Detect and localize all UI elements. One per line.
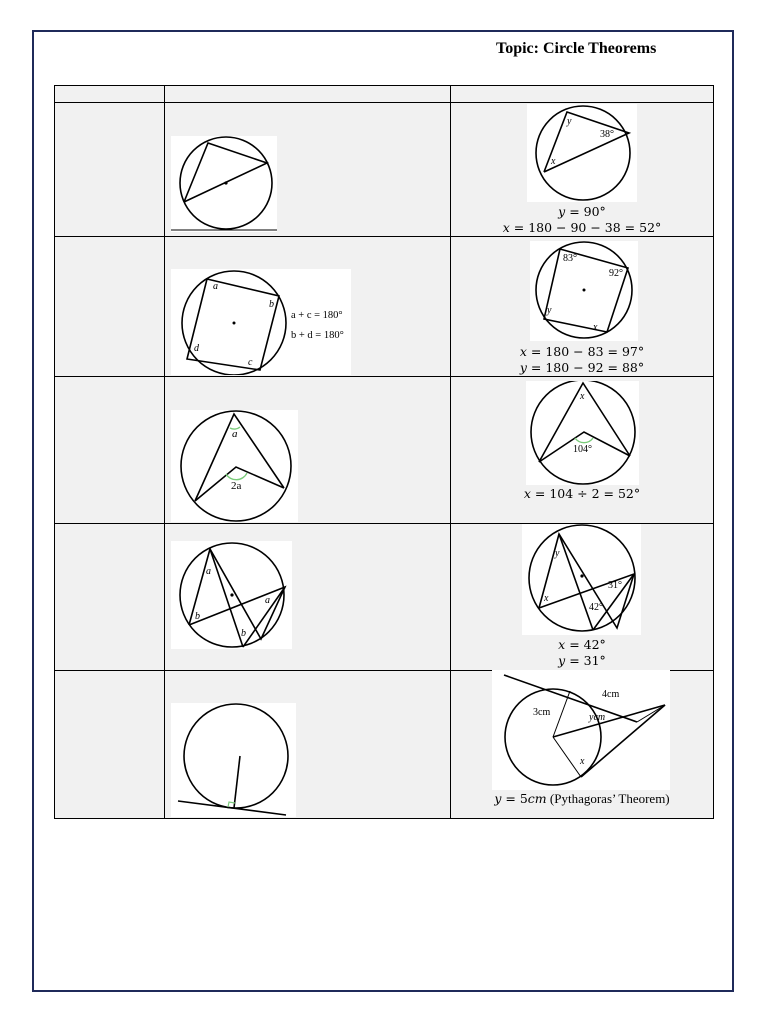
label-3cm: 3cm — [533, 707, 551, 718]
column-divider — [164, 86, 165, 818]
same-segment-theorem-diagram — [171, 541, 292, 649]
label-y: y — [547, 305, 552, 316]
answer-row-5-note: (Pythagoras’ Theorem) — [549, 791, 670, 806]
label-y: y — [567, 116, 572, 127]
same-segment-example-svg — [522, 524, 641, 635]
label-83: 83° — [563, 253, 577, 264]
tangent-theorem-diagram — [171, 703, 296, 817]
tangent-example-svg — [492, 670, 670, 790]
centre-angle-example-svg — [526, 381, 639, 485]
semicircle-theorem-diagram — [171, 136, 277, 232]
answer-row-4-line-2: 𝑦 = 31° — [558, 653, 606, 668]
label-x: x — [544, 593, 549, 604]
cyclic-quadrilateral-theorem-svg — [171, 269, 351, 375]
cyclic-quadrilateral-example-svg — [530, 241, 638, 341]
row-divider — [55, 236, 713, 237]
answer-row-3-line-1: 𝑥 = 104 ÷ 2 = 52° — [523, 486, 641, 501]
label-38: 38° — [600, 129, 614, 140]
label-104: 104° — [573, 444, 592, 455]
answer-row-4-line-1: 𝑥 = 42° — [558, 637, 606, 652]
centre-angle-theorem-svg — [171, 410, 298, 522]
answer-row-1-line-1: 𝑦 = 90° — [558, 204, 606, 219]
label-4cm: 4cm — [602, 689, 620, 700]
label-a: a — [213, 281, 218, 292]
tangent-example-diagram — [492, 670, 670, 790]
header-row-divider — [55, 102, 713, 103]
centre-angle-example-diagram — [526, 381, 639, 485]
label-31: 31° — [608, 580, 622, 591]
label-a-right: a — [265, 595, 270, 606]
label-a-top: a — [206, 566, 211, 577]
label-b-left: b — [195, 611, 200, 622]
label-ycm: ycm — [589, 712, 606, 723]
same-segment-example-diagram — [522, 524, 641, 635]
label-y: y — [555, 548, 560, 559]
label-42: 42° — [589, 602, 603, 613]
semicircle-example-diagram — [527, 104, 637, 202]
row-divider — [55, 376, 713, 377]
label-x: x — [580, 756, 585, 767]
formula-a-plus-c: a + c = 180° — [291, 310, 343, 321]
same-segment-theorem-svg — [171, 541, 292, 649]
answer-row-2-line-1: 𝑥 = 180 − 83 = 97° — [519, 344, 645, 359]
cyclic-quadrilateral-theorem-diagram — [171, 269, 351, 375]
label-x: x — [580, 391, 585, 402]
label-x: x — [593, 322, 598, 333]
answer-row-1-line-2: 𝑥 = 180 − 90 − 38 = 52° — [502, 220, 662, 235]
label-x: x — [551, 156, 556, 167]
answer-row-5 — [451, 791, 713, 806]
page-title: Topic: Circle Theorems — [496, 40, 657, 57]
cyclic-quadrilateral-example-diagram — [530, 241, 638, 341]
label-a: a — [232, 428, 238, 440]
label-c: c — [248, 357, 253, 368]
tangent-theorem-svg — [171, 703, 296, 817]
label-b-bottom: b — [241, 628, 246, 639]
label-2a: 2a — [231, 480, 242, 492]
answer-row-5-value: 𝑦 = 5𝑐𝑚 — [494, 791, 547, 806]
centre-angle-theorem-diagram — [171, 410, 298, 522]
semicircle-theorem-svg — [171, 136, 277, 232]
label-92: 92° — [609, 268, 623, 279]
formula-b-plus-d: b + d = 180° — [291, 330, 344, 341]
column-divider — [450, 86, 451, 818]
label-d: d — [194, 343, 199, 354]
answer-row-2-line-2: 𝑦 = 180 − 92 = 88° — [519, 360, 645, 375]
semicircle-example-svg — [527, 104, 637, 202]
label-b: b — [269, 299, 274, 310]
